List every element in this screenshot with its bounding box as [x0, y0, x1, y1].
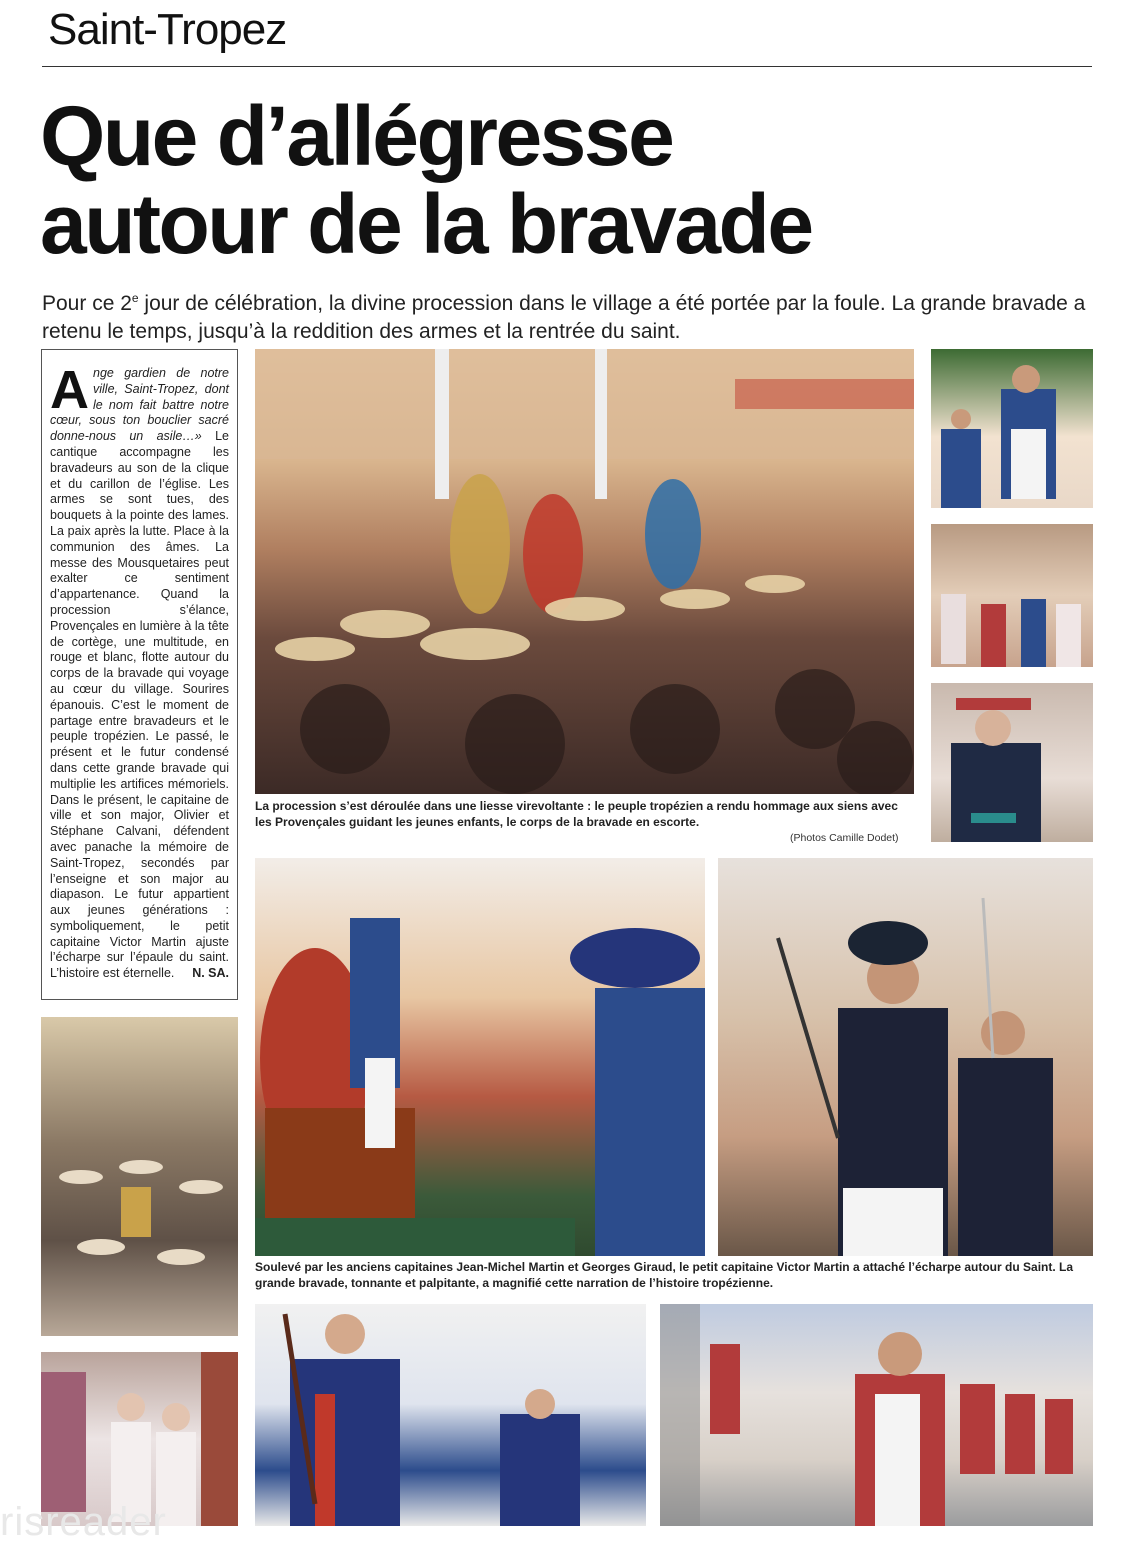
article-text-box [41, 349, 238, 1000]
caption-main: La procession s’est déroulée dans une liesse virevoltante : le peuple tropézien a rendu hommage aux siens avec les Provençales guidant les jeunes enfants, le corps de la bravade en escorte. [255, 799, 898, 829]
standfirst-part-2: jour de célébration, la divine procession dans le village a été portée par la foule. La grande bravade a retenu le temps, jusqu’à la reddition des armes et la rentrée du saint. [42, 292, 1086, 343]
watermark: risreader [0, 1500, 167, 1544]
drop-cap: A [50, 360, 89, 420]
headline-line-1: Que d’allégresse [40, 89, 673, 183]
photo-procession-main [255, 349, 914, 794]
photo-young-bravadeur-right-3 [931, 683, 1093, 842]
photo-street-procession-drawing [41, 1017, 238, 1336]
section-rule [42, 66, 1092, 67]
photo-young-bravadeur-right-3-drawing [931, 683, 1093, 842]
headline-line-2: autour de la bravade [40, 177, 812, 271]
photo-bravadeurs-right-1-drawing [931, 349, 1093, 508]
photo-procession-main-drawing [255, 349, 914, 794]
article-body: Le cantique accompagne les bravadeurs au son de la clique et du carillon de l’église. Les armes se sont tues, des bouquets à la pointe des lames. La paix après la lutte. Place à la communion des âmes. La messe des Mousquetaires peut exalter ce sentiment d’appartenance. Quand la procession s’élance, Provençales en lumière à la tête de cortège, une multitude, en rouge et blanc, flotte autour du corps de la bravade qui voyage au cœur du village. Sourires épanouis. C’est le moment de partage entre bravadeurs et le peuple tropézien. Le passé, le présent et le futur condensé dans cette grande bravade qui multiplie les artifices mémoriels. Dans le présent, le capitaine de ville et son major, Olivier et Stéphane Calvani, défendent avec panache la mémoire de Saint-Tropez, secondés par l’enseigne et son major au diapason. Le futur appartient aux jeunes générations : symboliquement, le petit capitaine Victor Martin ajuste l’écharpe sur l’épaule du saint. L’histoire est éternelle. [50, 429, 229, 981]
photo-street-procession [41, 1017, 238, 1336]
photo-captains-sabres [718, 858, 1093, 1256]
standfirst [42, 284, 1102, 346]
photo-saint-scarf-drawing [255, 858, 705, 1256]
photo-bravadeurs-right-1 [931, 349, 1093, 508]
section-title: Saint-Tropez [48, 5, 287, 54]
photo-captain-flowers-drawing [255, 1304, 646, 1526]
photo-captains-sabres-drawing [718, 858, 1093, 1256]
standfirst-part-1: Pour ce 2 [42, 292, 132, 315]
photo-provencales-right-2-drawing [931, 524, 1093, 667]
photo-provencales-right-2 [931, 524, 1093, 667]
photo-credit: (Photos Camille Dodet) [790, 832, 899, 844]
photo-saint-scarf [255, 858, 705, 1256]
headline [40, 89, 1090, 271]
caption-middle: Soulevé par les anciens capitaines Jean-Michel Martin et Georges Giraud, le petit capitaine Victor Martin a attaché l’écharpe autour du Saint. La grande bravade, tonnante et palpitante, a magnifié cette narration de l’histoire tropézienne. [255, 1260, 1074, 1290]
photo-captain-flowers [255, 1304, 646, 1526]
standfirst-superscript: e [131, 291, 139, 305]
article-byline: N. SA. [192, 966, 229, 981]
photo-bravade-march [660, 1304, 1093, 1526]
photo-bravade-march-drawing [660, 1304, 1093, 1526]
article-intro: nge gardien de notre ville, Saint-Tropez, dont le nom fait battre notre cœur, sous ton bouclier sacré donne-nous un asile…» [50, 366, 229, 444]
